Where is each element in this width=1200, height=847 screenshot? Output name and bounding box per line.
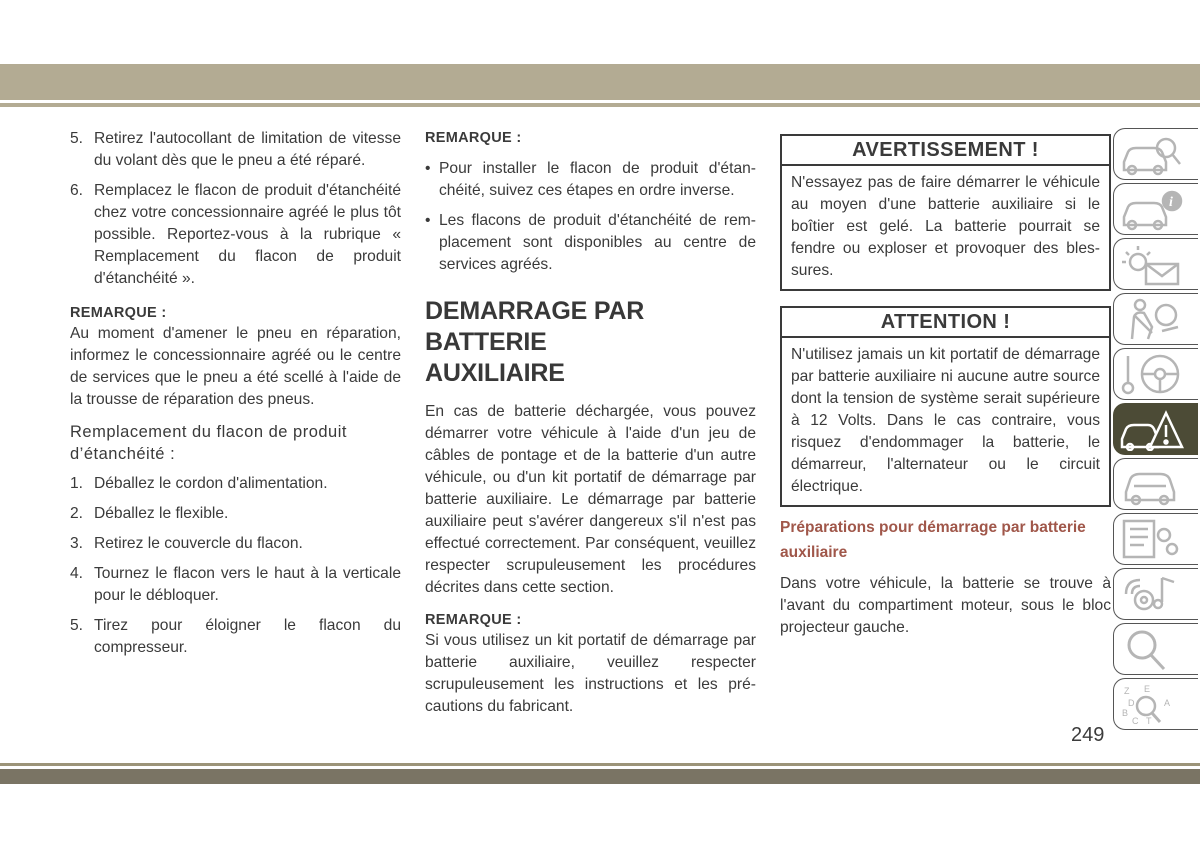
subsection-heading: Préparations pour démarrage par batterie auxiliaire xyxy=(780,519,1086,561)
car-info-icon xyxy=(1118,187,1184,231)
list-item: 3. Retirez le couvercle du flacon. xyxy=(70,535,303,552)
subsection-heading: Remplacement du flacon de produit d’étanchéité : xyxy=(70,423,347,463)
multimedia-icon xyxy=(1118,572,1184,616)
caution-text: N'utilisez jamais un kit portatif de démarrage par batterie auxiliaire ni aucune autre source dont la tension de système serait supérieure à 12 Volts. Dans le cas contraire, vous risquez d'endommager la batterie, le démarreur, l'alternateur ou le circuit électrique. xyxy=(791,346,1100,495)
tab-steering-key[interactable] xyxy=(1113,348,1198,400)
svg-text:E: E xyxy=(1144,684,1151,694)
header-band xyxy=(0,64,1200,100)
search-icon xyxy=(1118,627,1184,671)
airbag-seatbelt-icon xyxy=(1118,297,1184,341)
column-middle xyxy=(425,128,756,718)
bullet-item: • Les flacons de produit d'étanchéité de remplacement sont disponibles au centre de services agréés. xyxy=(425,212,756,273)
warning-lights-mail-icon xyxy=(1118,242,1184,286)
svg-text:A: A xyxy=(1164,698,1171,708)
warning-title: AVERTISSEMENT ! xyxy=(782,136,1109,166)
car-warning-triangle-icon xyxy=(1118,407,1184,451)
list-item: 4. Tournez le flacon vers le haut à la verticale pour le débloquer. xyxy=(70,565,401,604)
bullet-item: • Pour installer le flacon de produit d'étanchéité, suivez ces étapes en ordre inverse. xyxy=(425,160,756,199)
tab-airbag[interactable] xyxy=(1113,293,1198,345)
caution-box xyxy=(780,306,1111,507)
tab-warning-lights[interactable] xyxy=(1113,238,1198,290)
svg-text:C: C xyxy=(1132,716,1139,726)
alphabet-index-icon xyxy=(1118,682,1184,726)
note-label: REMARQUE : xyxy=(425,130,522,146)
list-item: 5. Tirez pour éloigner le flacon du compresseur. xyxy=(70,617,401,656)
section-title: DEMARRAGE PAR BATTERIE AUXILIAIRE xyxy=(425,297,645,387)
svg-text:Z: Z xyxy=(1124,686,1130,696)
tab-search[interactable] xyxy=(1113,623,1198,675)
car-magnifier-icon xyxy=(1118,132,1184,176)
section-paragraph: En cas de batterie déchargée, vous pouvez démarrer votre véhicule à l'aide d'un jeu de câbles de pontage et de la batterie d'un autre véhicule, ou d'un kit portatif de démarrage par batterie auxiliaire. Le démarrage par batterie auxiliaire peut s'avérer dangereux s'il n'est pas effectué correctement. Par conséquent, veuillez respecter scrupuleusement les procédures décrites dans cette section. xyxy=(425,403,756,596)
column-right xyxy=(780,134,1111,639)
list-item: 5. Retirez l'autocollant de limitation de vitesse du volant dès que le pneu a été réparé. xyxy=(70,130,401,169)
tab-breakdown[interactable] xyxy=(1113,403,1198,455)
svg-text:T: T xyxy=(1146,716,1152,726)
tab-car-service[interactable] xyxy=(1113,458,1198,510)
list-item: 6. Remplacez le flacon de produit d'étanchéité chez votre concessionnaire agréé le plus tôt possible. Reportez-vous à la rubrique « Remplacement du flacon de produit d'étanchéité ». xyxy=(70,182,401,287)
list-item: 1. Déballez le cordon d'alimentation. xyxy=(70,475,328,492)
note-label: REMARQUE : xyxy=(425,612,522,628)
note-text: Au moment d'amener le pneu en réparation, informez le concessionnaire agréé ou le centre de services que le pneu a été scellé à l'aide de la trousse de réparation des pneus. xyxy=(70,325,401,408)
warning-box xyxy=(780,134,1111,291)
footer-rule xyxy=(0,763,1200,766)
footer-band xyxy=(0,769,1200,784)
steering-wheel-key-icon xyxy=(1118,352,1184,396)
svg-text:B: B xyxy=(1122,708,1129,718)
tab-car-magnifier[interactable] xyxy=(1113,128,1198,180)
tab-settings[interactable] xyxy=(1113,513,1198,565)
caution-title: ATTENTION ! xyxy=(782,308,1109,338)
section-paragraph: Dans votre véhicule, la batterie se trouve à l'avant du compartiment moteur, sous le bloc projecteur gauche. xyxy=(780,575,1111,636)
tab-multimedia[interactable] xyxy=(1113,568,1198,620)
list-item: 2. Déballez le flexible. xyxy=(70,505,229,522)
note-text: Si vous utilisez un kit portatif de démarrage par batterie auxiliaire, veuillez respecter scrupuleusement les instructions et les précautions du fabricant. xyxy=(425,632,756,715)
header-rule xyxy=(0,103,1200,107)
svg-text:D: D xyxy=(1128,698,1135,708)
car-service-icon xyxy=(1118,462,1184,506)
tab-index[interactable] xyxy=(1113,678,1198,730)
chapter-tabs xyxy=(1113,128,1200,738)
column-left xyxy=(70,128,401,659)
warning-text: N'essayez pas de faire démarrer le véhicule au moyen d'une batterie auxiliaire si le boîtier est gelé. La batterie pourrait se fendre ou exploser et provoquer des blessures. xyxy=(791,174,1100,279)
note-label: REMARQUE : xyxy=(70,305,167,321)
page-number: 249 xyxy=(1071,724,1105,746)
settings-list-icon xyxy=(1118,517,1184,561)
tab-car-info[interactable] xyxy=(1113,183,1198,235)
svg-text:i: i xyxy=(1169,195,1173,210)
